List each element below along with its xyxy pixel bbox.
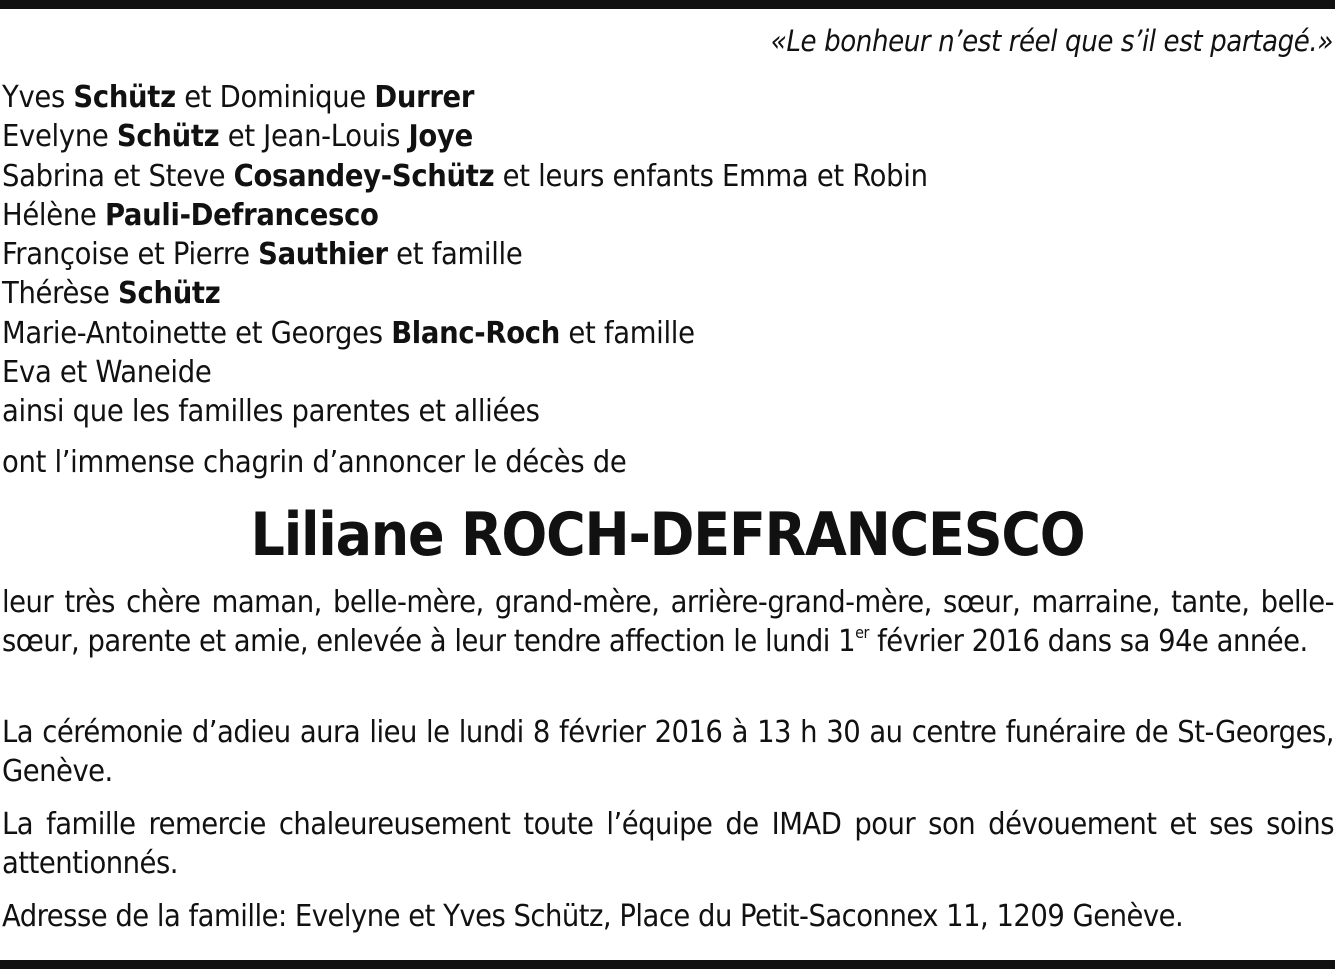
- family-member-line: [2, 392, 928, 431]
- family-text: Marie-Antoinette et Georges: [2, 315, 392, 351]
- family-member-line: [2, 235, 928, 274]
- family-member-line: [2, 353, 928, 392]
- family-text: et Dominique: [175, 80, 375, 115]
- motto-quote: «Le bonheur n’est réel que s’il est partagé.»: [770, 24, 1333, 58]
- family-surname: Schütz: [116, 119, 220, 155]
- family-member-line: [2, 78, 928, 117]
- ordinal-superscript: er: [855, 622, 869, 642]
- family-list: [2, 78, 928, 432]
- family-member-line: [2, 157, 928, 196]
- family-text: et famille: [387, 237, 523, 273]
- family-text: et leurs enfants Emma et Robin: [494, 158, 928, 194]
- family-text: Yves: [2, 80, 74, 115]
- family-surname: Cosandey-Schütz: [233, 158, 495, 194]
- family-surname: Pauli-Defrancesco: [104, 197, 379, 233]
- family-text: et famille: [560, 315, 695, 351]
- family-surname: Blanc-Roch: [391, 315, 560, 351]
- tribute-text-end: février 2016 dans sa 94e année.: [868, 623, 1308, 659]
- ceremony-paragraph: La cérémonie d’adieu aura lieu le lundi 8 février 2016 à 13 h 30 au centre funéraire de St-Georges, Genève.: [2, 715, 1334, 789]
- top-border-rule: [0, 0, 1335, 9]
- family-surname: Durrer: [374, 80, 475, 115]
- tribute-text-start: leur très chère maman, belle-mère, grand-mère, arrière-grand-mère, sœur, marraine, tante, belle-sœur, parente et amie, enlevée à leur tendre affection le lundi 1: [2, 585, 1334, 659]
- family-text: Françoise et Pierre: [2, 237, 259, 273]
- announcement-intro: ont l’immense chagrin d’annoncer le décès de: [2, 445, 627, 480]
- family-surname: Joye: [408, 119, 473, 155]
- family-text: Evelyne: [2, 119, 117, 155]
- family-surname: Sauthier: [258, 237, 388, 273]
- bottom-border-rule: [0, 960, 1335, 969]
- family-member-line: [2, 274, 928, 313]
- family-member-line: [2, 117, 928, 156]
- family-text: ainsi que les familles parentes et alliées: [2, 394, 540, 430]
- family-text: Sabrina et Steve: [2, 158, 234, 194]
- family-address: Adresse de la famille: Evelyne et Yves Schütz, Place du Petit-Saconnex 11, 1209 Genève.: [2, 899, 1184, 934]
- family-text: Thérèse: [2, 276, 119, 312]
- family-surname: Schütz: [118, 276, 221, 312]
- family-text: Eva et Waneide: [2, 355, 212, 391]
- family-member-line: [2, 196, 928, 235]
- family-surname: Schütz: [73, 80, 176, 115]
- family-member-line: [2, 314, 928, 353]
- thanks-paragraph: La famille remercie chaleureusement toute l’équipe de IMAD pour son dévouement et ses soins attentionnés.: [2, 807, 1334, 881]
- tribute-paragraph: [2, 584, 1334, 661]
- family-text: et Jean-Louis: [219, 119, 409, 155]
- family-text: Hélène: [2, 197, 105, 233]
- deceased-name: Liliane ROCH-DEFRANCESCO: [250, 500, 1085, 570]
